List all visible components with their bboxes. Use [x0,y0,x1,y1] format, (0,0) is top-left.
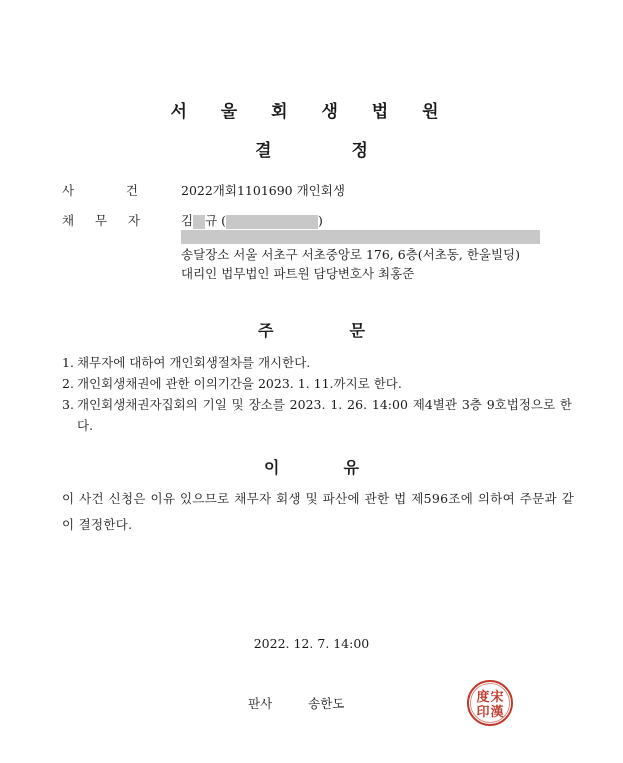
case-label-row [62,181,140,199]
order-title-char-1: 주 [258,321,274,340]
judge-name: 송한도 [308,696,345,711]
order-item-text: 개인회생채권자집회의 기일 및 장소를 2023. 1. 26. 14:00 제4별관 3층 9호법정으로 한다. [77,397,572,433]
order-item [62,373,572,394]
service-address: 송달장소 서울 서초구 서초중앙로 176, 6층(서초동, 한울빌딩) [181,247,521,262]
case-number: 2022개회1101690 개인회생 [181,183,345,198]
decision-date: 2022. 12. 7. 14:00 [253,636,370,651]
seal-char-2: 漢 [490,705,504,720]
case-label [62,181,140,199]
order-item-number: 1. [62,355,74,370]
seal-char-4: 印 [476,705,490,720]
order-item [62,394,572,436]
judge-seal-stamp [466,679,514,727]
debtor-label-row [62,211,142,229]
debtor-name-close: ) [318,213,323,228]
order-item-text: 개인회생채권에 관한 이의기간을 2023. 1. 11.까지로 한다. [77,376,402,391]
debtor-name-last: 규 ( [205,213,227,228]
order-item-number: 2. [62,376,74,391]
order-item [62,352,572,373]
case-label-char-1: 사 [62,183,77,198]
debtor-label [62,211,142,229]
document-type-title: 결정 [255,141,448,161]
judge-title: 판사 [248,696,273,711]
judge-signature-line [248,694,344,712]
reason-section-title [0,455,623,478]
seal-char-3: 度 [476,690,490,705]
debtor-label-char-3: 자 [127,213,142,228]
order-item-number: 3. [62,397,74,412]
redaction-bar [226,215,318,229]
order-title-char-2: 문 [349,321,365,340]
court-name: 서 울 회 생 법 원 [170,102,453,122]
redaction-bar [193,215,205,229]
order-item-text: 채무자에 대하여 개인회생절차를 개시한다. [77,355,311,370]
redacted-address-bar [181,230,540,244]
seal-char-1: 宋 [490,690,504,705]
case-label-char-2: 건 [125,183,140,198]
debtor-label-char-2: 무 [94,213,110,228]
reason-title-char-1: 이 [264,458,280,477]
debtor-name-line [181,211,323,229]
reason-title-char-2: 유 [343,458,359,477]
debtor-name-first: 김 [181,213,194,228]
debtor-agent: 대리인 법무법인 파트원 담당변호사 최홍준 [181,266,415,281]
debtor-label-char-1: 채 [62,213,77,228]
order-section-title [0,318,623,341]
reason-text: 이 사건 신청은 이유 있으므로 채무자 회생 및 파산에 관한 법 제596조에 의하여 주문과 같이 결정한다. [62,491,574,532]
